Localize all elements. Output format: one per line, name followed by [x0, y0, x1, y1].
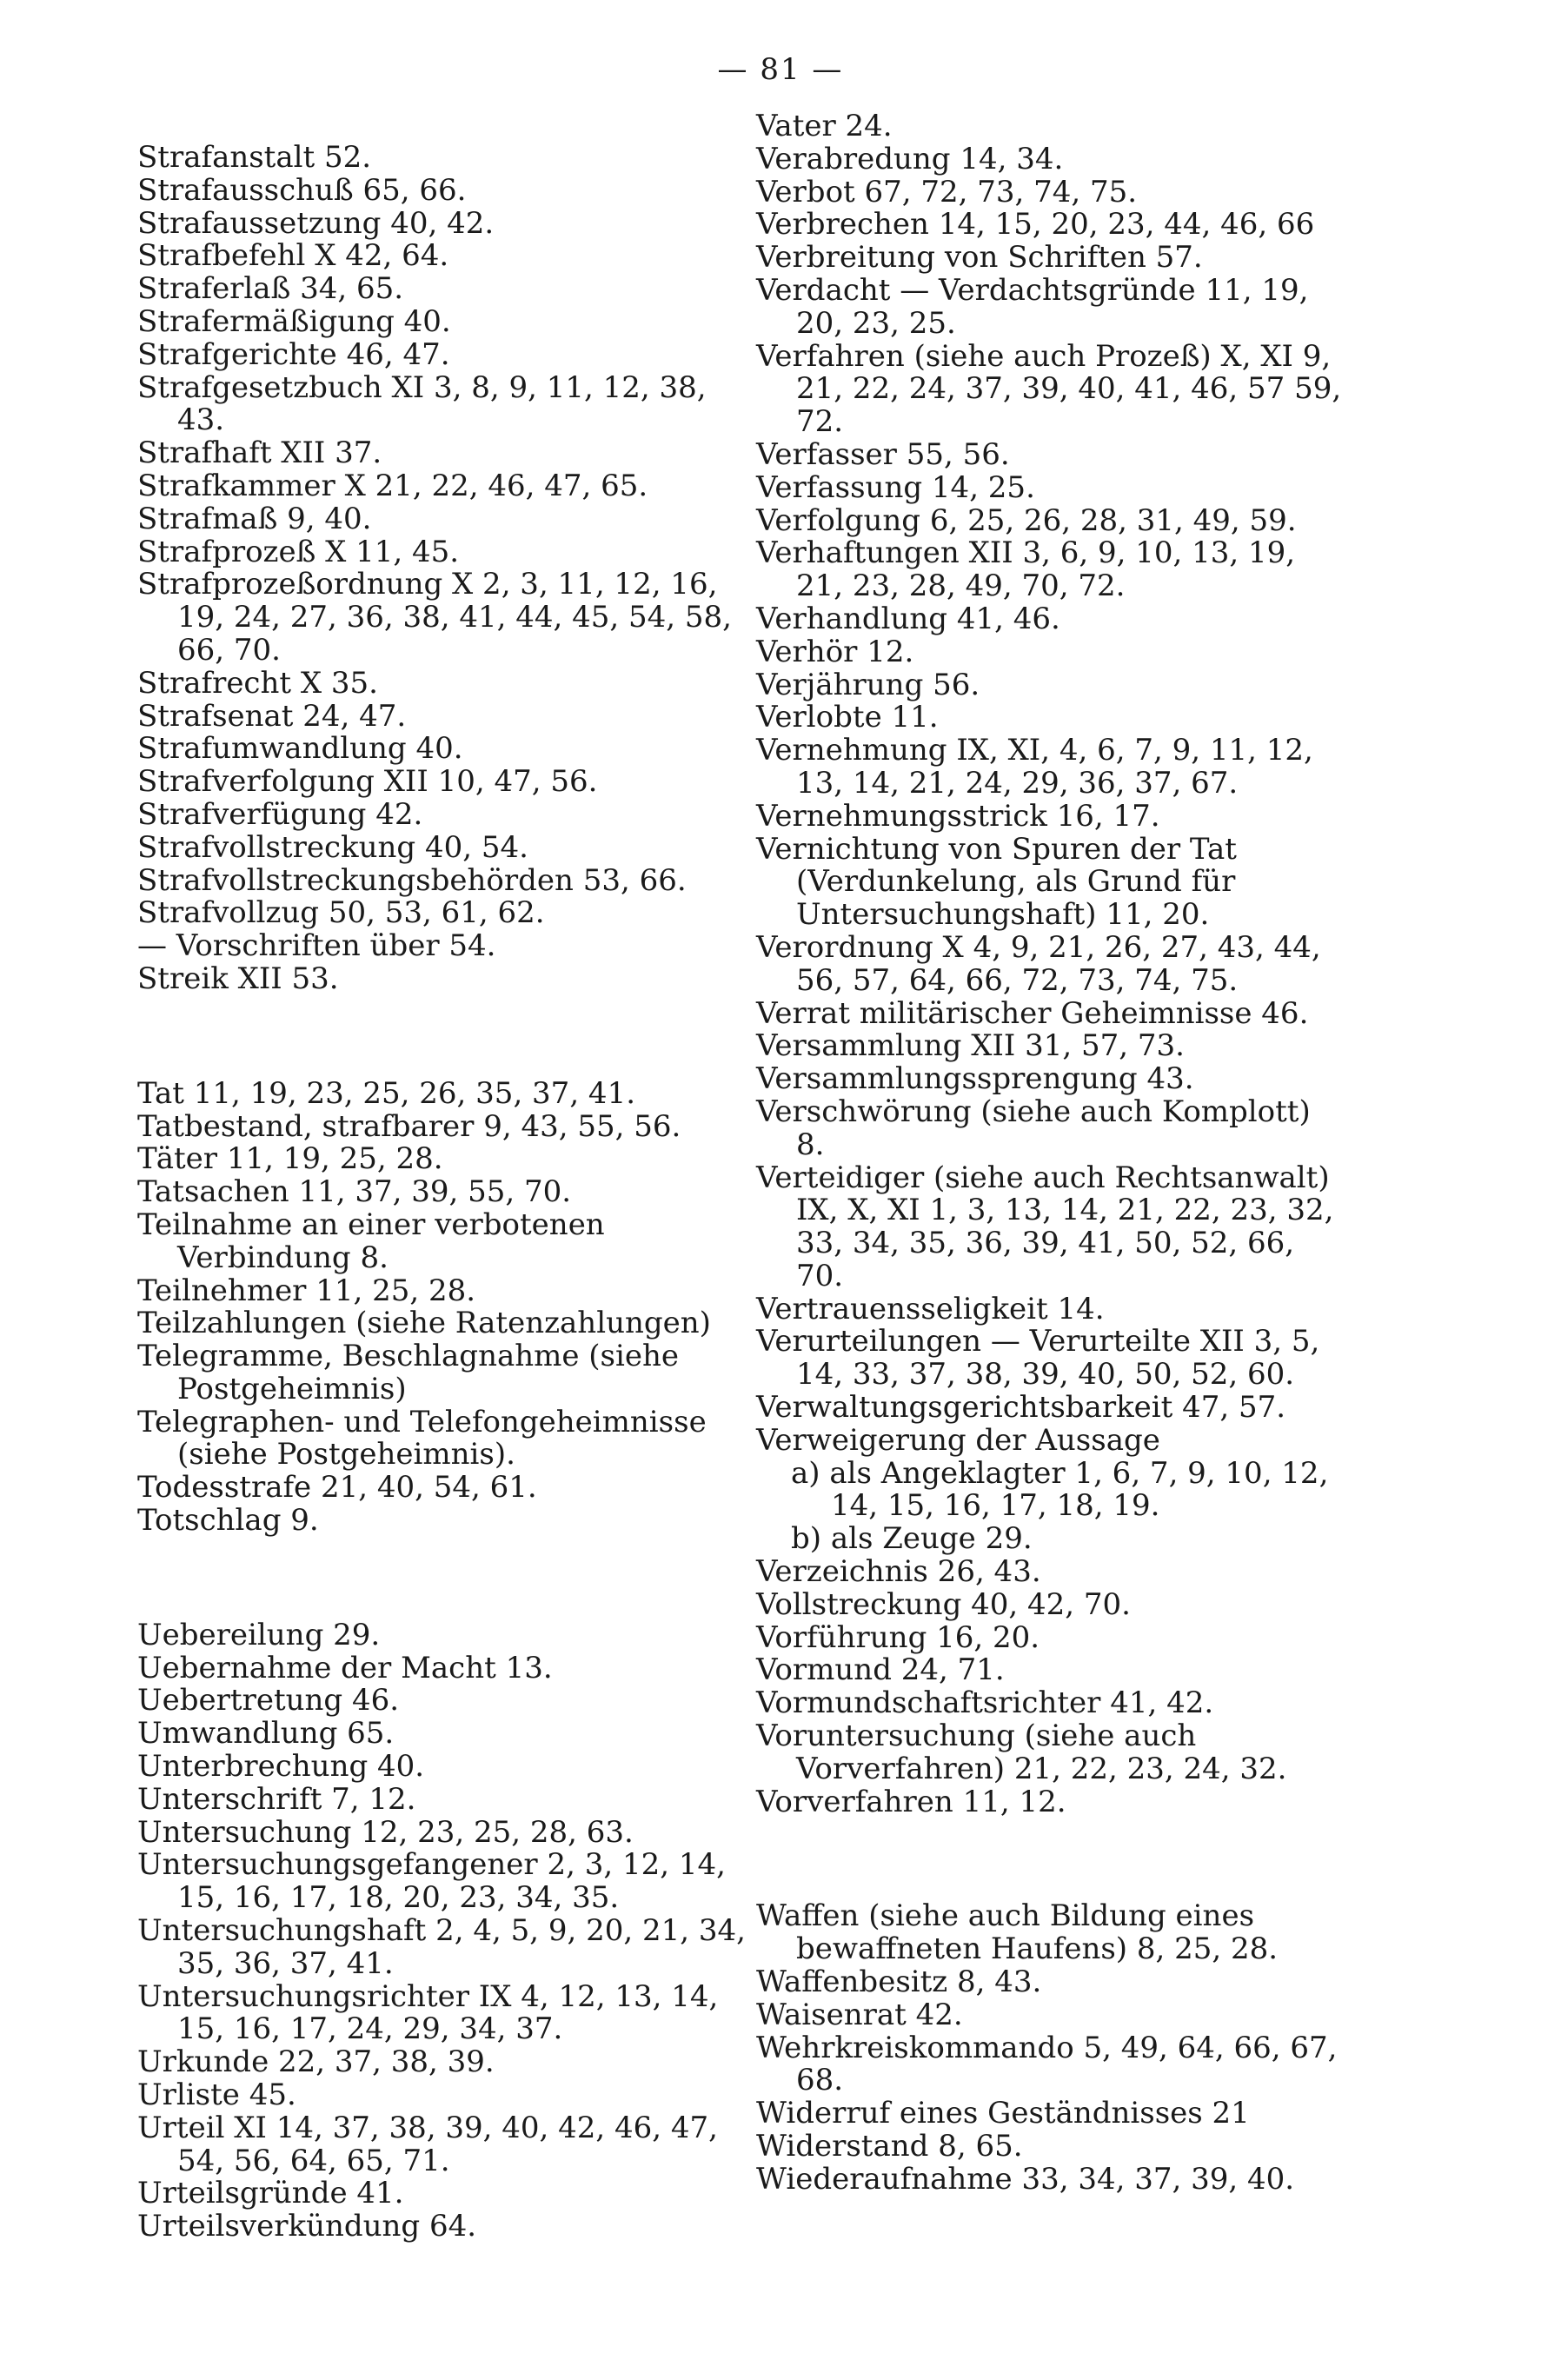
index-entry: Tatbestand, strafbarer 9, 43, 55, 56.: [137, 1108, 681, 1144]
index-entry: Widerruf eines Geständnisses 21: [756, 2096, 1250, 2131]
index-entry: Verhandlung 41, 46.: [756, 601, 1060, 636]
index-entry: Urteilsverkündung 64.: [137, 2209, 477, 2244]
index-entry: Verurteilungen — Verurteilte XII 3, 5, 14, 33, 37, 38, 39, 40, 50, 52, 60.: [756, 1324, 1320, 1393]
index-entry: Teilnahme an einer verbotenen Verbindung 8.: [137, 1207, 605, 1275]
index-entry: Urteil XI 14, 37, 38, 39, 40, 42, 46, 47, 54, 56, 64, 65, 71.: [137, 2110, 718, 2178]
index-group-u: [137, 1619, 746, 2244]
index-entry: Strafrecht X 35.: [137, 665, 378, 701]
index-entry: Verbrechen 14, 15, 20, 23, 44, 46, 66: [756, 207, 1315, 243]
index-entry: Vollstreckung 40, 42, 70.: [756, 1586, 1131, 1622]
index-entry: Vertrauensseligkeit 14.: [756, 1291, 1105, 1326]
index-entry: Strafprozeß X 11, 45.: [137, 534, 460, 569]
index-group-s: [137, 142, 746, 996]
index-entry: Verzeichnis 26, 43.: [756, 1554, 1041, 1590]
index-subentries: [756, 1455, 1347, 1557]
index-entry: Verlobte 11.: [756, 700, 939, 735]
index-column-left: [137, 142, 746, 2244]
index-entry: Vater 24.: [756, 109, 893, 143]
index-entry: Vorführung 16, 20.: [756, 1619, 1040, 1655]
index-entry: Todesstrafe 21, 40, 54, 61.: [137, 1470, 537, 1506]
index-entry: Strafanstalt 52.: [137, 140, 372, 175]
index-entry: Verweigerung der Aussage: [756, 1422, 1160, 1458]
group-separator: [137, 996, 746, 1078]
index-entry: Waisenrat 42.: [756, 1997, 963, 2032]
index-entry: Verabredung 14, 34.: [756, 141, 1064, 176]
index-entry: Teilzahlungen (siehe Ratenzahlungen): [137, 1306, 711, 1341]
index-entry: Straferlaß 34, 65.: [137, 271, 404, 307]
group-separator: [756, 1818, 1347, 1900]
index-entry: Verhaftungen XII 3, 6, 9, 10, 13, 19, 21, 23, 28, 49, 70, 72.: [756, 535, 1296, 604]
index-entry: Untersuchungshaft 2, 4, 5, 9, 20, 21, 34, 35, 36, 37, 41.: [137, 1913, 746, 1981]
index-entry: Versammlung XII 31, 57, 73.: [756, 1028, 1185, 1064]
index-entry: Verordnung X 4, 9, 21, 26, 27, 43, 44, 56, 57, 64, 66, 72, 73, 74, 75.: [756, 929, 1321, 998]
index-entry: b) als Zeuge 29.: [791, 1521, 1033, 1557]
index-entry: Vernehmung IX, XI, 4, 6, 7, 9, 11, 12, 13, 14, 21, 24, 29, 36, 37, 67.: [756, 733, 1313, 801]
index-entry: Vormundschaftsrichter 41, 42.: [756, 1685, 1214, 1721]
index-entry: Untersuchungsrichter IX 4, 12, 13, 14, 15, 16, 17, 24, 29, 34, 37.: [137, 1978, 719, 2047]
index-entry: Voruntersuchung (siehe auch Vorverfahren) 21, 22, 23, 24, 32.: [756, 1719, 1287, 1786]
index-entry: Strafvollzug 50, 53, 61, 62.: [137, 895, 545, 931]
index-entry: Verrat militärischer Geheimnisse 46.: [756, 995, 1309, 1031]
index-entry: Wehrkreiskommando 5, 49, 64, 66, 67, 68.: [756, 2030, 1338, 2098]
index-entry: Urkunde 22, 37, 38, 39.: [137, 2044, 495, 2080]
index-entry: Tat 11, 19, 23, 25, 26, 35, 37, 41.: [137, 1075, 636, 1111]
index-entry: Versammlungssprengung 43.: [756, 1061, 1194, 1097]
index-entry: Urteilsgründe 41.: [137, 2176, 404, 2211]
index-entry: Streik XII 53.: [137, 961, 339, 996]
index-entry: Strafhaft XII 37.: [137, 435, 382, 471]
index-entry: a) als Angeklagter 1, 6, 7, 9, 10, 12, 14, 15, 16, 17, 18, 19.: [791, 1455, 1329, 1524]
index-entry: Verdacht — Verdachtsgründe 11, 19, 20, 23, 25.: [756, 272, 1309, 341]
index-entry: Teilnehmer 11, 25, 28.: [137, 1273, 476, 1308]
index-group-w: [756, 1900, 1347, 2196]
index-entry: Urliste 45.: [137, 2078, 296, 2113]
index-entry: Strafkammer X 21, 22, 46, 47, 65.: [137, 468, 648, 503]
index-entry: Verteidiger (siehe auch Rechtsanwalt) IX, X, XI 1, 3, 13, 14, 21, 22, 23, 32, 33, 34, 35, 36, 39, 41, 50, 52, 66, 70.: [756, 1160, 1334, 1293]
index-entry: Verbreitung von Schriften 57.: [756, 240, 1203, 276]
index-entry: Uebertretung 46.: [137, 1683, 400, 1719]
index-entry: Waffenbesitz 8, 43.: [756, 1964, 1042, 2000]
index-entry: Verhör 12.: [756, 634, 914, 669]
index-entry: Vormund 24, 71.: [756, 1652, 1005, 1688]
index-entry: Uebereilung 29.: [137, 1617, 381, 1652]
index-entry: Strafprozeßordnung X 2, 3, 11, 12, 16, 19, 24, 27, 36, 38, 41, 44, 45, 54, 58, 66, 70.: [137, 567, 732, 668]
index-entry: Strafsenat 24, 47.: [137, 698, 407, 734]
index-entry: Strafmaß 9, 40.: [137, 501, 372, 536]
page-number: — 81 —: [717, 52, 844, 87]
index-entry: Unterschrift 7, 12.: [137, 1781, 416, 1817]
index-group-v-continued: [756, 1556, 1347, 1818]
index-entry: Telegraphen- und Telefongeheimnisse (siehe Postgeheimnis).: [137, 1404, 707, 1473]
index-entry: Unterbrechung 40.: [137, 1749, 425, 1785]
index-entry: Verbot 67, 72, 73, 74, 75.: [756, 174, 1138, 209]
index-entry: Verwaltungsgerichtsbarkeit 47, 57.: [756, 1390, 1286, 1426]
index-entry: Wiederaufnahme 33, 34, 37, 39, 40.: [756, 2161, 1295, 2197]
index-entry: Widerstand 8, 65.: [756, 2129, 1023, 2164]
index-entry: Strafumwandlung 40.: [137, 731, 463, 767]
index-entry: Verschwörung (siehe auch Komplott) 8.: [756, 1094, 1311, 1162]
index-entry: — Vorschriften über 54.: [137, 928, 496, 964]
index-entry: Waffen (siehe auch Bildung eines bewaffneten Haufens) 8, 25, 28.: [756, 1898, 1279, 1967]
group-separator: [137, 1538, 746, 1619]
index-entry: Verfasser 55, 56.: [756, 436, 1010, 472]
index-entry: Strafvollstreckung 40, 54.: [137, 829, 528, 865]
index-entry: Verfassung 14, 25.: [756, 469, 1035, 505]
index-entry: Totschlag 9.: [137, 1503, 319, 1539]
index-entry: Täter 11, 19, 25, 28.: [137, 1141, 443, 1177]
index-entry: Strafgerichte 46, 47.: [137, 336, 450, 372]
index-entry: Strafbefehl X 42, 64.: [137, 238, 449, 274]
index-group-t: [137, 1075, 746, 1539]
index-column-right: [756, 110, 1347, 2197]
index-entry: Tatsachen 11, 37, 39, 55, 70.: [137, 1174, 572, 1210]
index-entry: Umwandlung 65.: [137, 1716, 395, 1752]
index-entry: Verjährung 56.: [756, 667, 980, 702]
index-entry: Uebernahme der Macht 13.: [137, 1650, 553, 1685]
index-group-v: [756, 110, 1347, 1458]
index-entry: Verfahren (siehe auch Prozeß) X, XI 9, 21, 22, 24, 37, 39, 40, 41, 46, 57 59, 72.: [756, 338, 1342, 440]
index-entry: Strafermäßigung 40.: [137, 303, 451, 339]
index-entry: Strafausschuß 65, 66.: [137, 172, 467, 208]
index-entry: Vernehmungsstrick 16, 17.: [756, 798, 1160, 834]
index-entry: Verfolgung 6, 25, 26, 28, 31, 49, 59.: [756, 502, 1297, 538]
index-entry: Strafvollstreckungsbehörden 53, 66.: [137, 862, 687, 898]
index-entry: Strafaussetzung 40, 42.: [137, 205, 495, 241]
index-entry: Telegramme, Beschlagnahme (siehe Postgeheimnis): [137, 1339, 680, 1406]
index-entry: Vorverfahren 11, 12.: [756, 1784, 1066, 1819]
index-entry: Untersuchungsgefangener 2, 3, 12, 14, 15, 16, 17, 18, 20, 23, 34, 35.: [137, 1847, 726, 1916]
index-entry: Strafverfolgung XII 10, 47, 56.: [137, 764, 598, 800]
index-entry: Strafverfügung 42.: [137, 796, 423, 832]
index-entry: Strafgesetzbuch XI 3, 8, 9, 11, 12, 38, 43.: [137, 369, 707, 438]
index-entry: Untersuchung 12, 23, 25, 28, 63.: [137, 1814, 634, 1850]
index-entry: Vernichtung von Spuren der Tat (Verdunkelung, als Grund für Untersuchungshaft) 11, 20.: [756, 831, 1237, 933]
